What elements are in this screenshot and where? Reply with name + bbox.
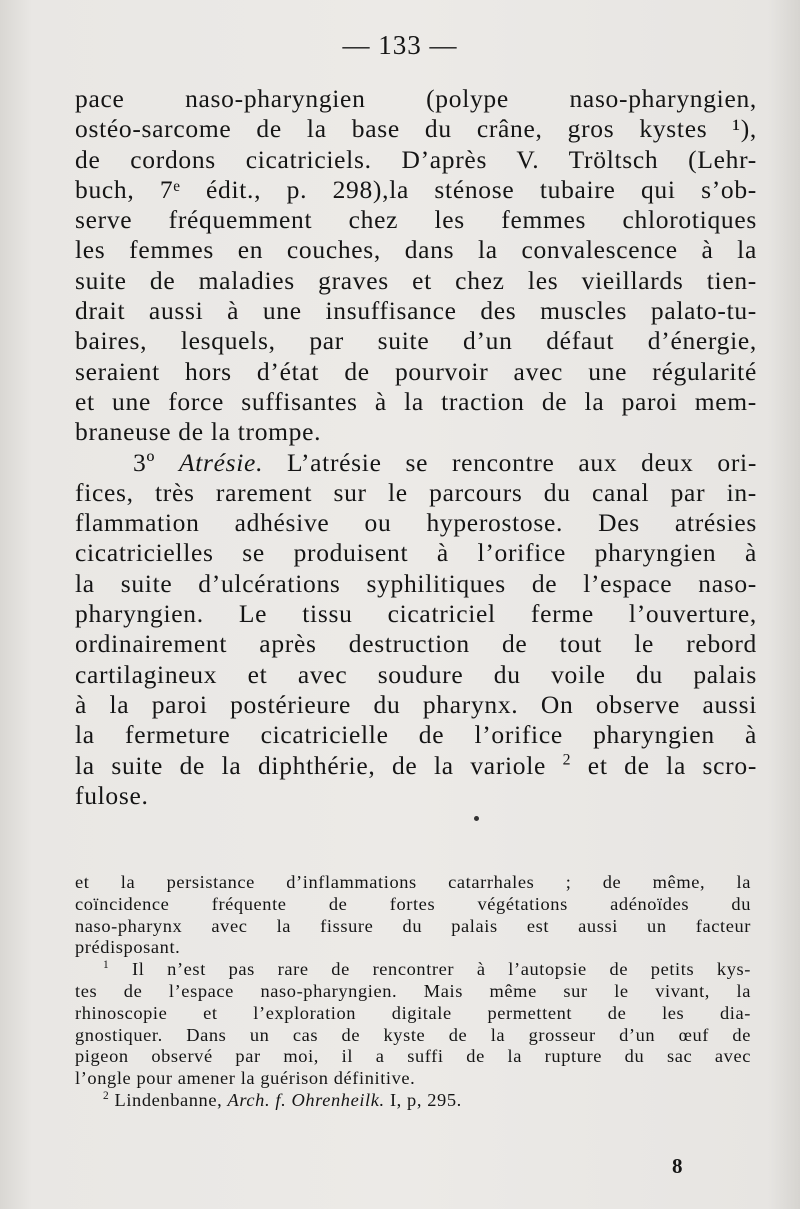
footnote-line: rhinoscopie et l’exploration digitale permettent de les dia-	[75, 1002, 751, 1023]
text-line: à la paroi postérieure du pharynx. On observe aussi	[75, 689, 757, 719]
text-line: seraient hors d’état de pourvoir avec une régularité	[75, 356, 757, 386]
footnote-line: gnostiquer. Dans un cas de kyste de la grosseur d’un œuf de	[75, 1024, 751, 1045]
footnote-line: prédisposant.	[75, 937, 181, 958]
main-text	[75, 84, 757, 811]
section-title: Atrésie.	[178, 447, 264, 477]
text-span: et de la scro-	[587, 750, 758, 780]
text-line: fices, très rarement sur le parcours du canal par in-	[75, 477, 757, 507]
text-line: cartilagineux et avec soudure du voile du palais	[75, 659, 757, 689]
footnote-line: pigeon observé par moi, il a suffi de la rupture du sac avec	[75, 1046, 751, 1067]
section-number: 3º	[133, 447, 156, 477]
text-line: et une force suffisantes à la traction de la paroi mem-	[75, 386, 757, 416]
text-line: serve fréquemment chez les femmes chlorotiques	[75, 205, 757, 235]
footnote-line: tes de l’espace naso-pharyngien. Mais même sur le vivant, la	[75, 980, 751, 1001]
footnote-marker: 1	[103, 959, 110, 972]
footnote-2-line	[75, 1090, 751, 1112]
text-line: la suite d’ulcérations syphilitiques de l’espace naso-	[75, 568, 757, 598]
text-line: cicatricielles se produisent à l’orifice pharyngien à	[75, 538, 757, 568]
footnote-line: coïncidence fréquente de fortes végétations adénoïdes du	[75, 893, 751, 914]
text-span: L’atrésie se rencontre aux deux ori-	[287, 447, 758, 477]
footnote-line: et la persistance d’inflammations catarrhales ; de même, la	[75, 872, 751, 892]
text-line: pharyngien. Le tissu cicatriciel ferme l’ouverture,	[75, 599, 757, 629]
footnote-reference: 2	[562, 751, 572, 769]
footnote-1-first-line	[75, 959, 751, 981]
text-span: Il n’est pas rare de rencontrer à l’autopsie de petits kys-	[132, 959, 752, 980]
text-line: pace naso-pharyngien (polype naso-pharyngien,	[75, 84, 757, 113]
text-line: braneuse de la trompe.	[75, 417, 322, 447]
paragraph-heading-line	[75, 448, 757, 478]
text-line: la fermeture cicatricielle de l’orifice pharyngien à	[75, 720, 757, 750]
text-line: ordinairement après destruction de tout le rebord	[75, 629, 757, 659]
text-line-with-reference	[75, 751, 757, 781]
text-line: suite de maladies graves et chez les vieillards tien-	[75, 265, 757, 295]
text-span: la suite de la diphthérie, de la variole	[75, 750, 547, 780]
footnote-line: naso-pharynx avec la fissure du palais est aussi un facteur	[75, 915, 751, 936]
page-number: — 133 —	[342, 30, 458, 60]
text-line: drait aussi à une insuffisance des muscles palato-tu-	[75, 296, 757, 326]
text-line: baires, lesquels, par suite d’un défaut d’énergie,	[75, 326, 757, 356]
footnote-line: l’ongle pour amener la guérison définitive.	[75, 1068, 416, 1089]
print-speck	[474, 816, 479, 821]
text-line: buch, 7ᵉ édit., p. 298),la sténose tubaire qui s’ob-	[75, 174, 757, 204]
citation-author: Lindenbanne,	[114, 1089, 223, 1110]
text-line: ostéo-sarcome de la base du crâne, gros kystes ¹),	[75, 114, 757, 144]
footnote-marker: 2	[103, 1089, 110, 1102]
text-line: fulose.	[75, 780, 149, 810]
text-line: flammation adhésive ou hyperostose. Des atrésies	[75, 508, 757, 538]
text-line: les femmes en couches, dans la convalescence à la	[75, 235, 757, 265]
citation-journal: Arch. f. Ohrenheilk.	[227, 1089, 385, 1110]
footnotes	[75, 872, 751, 1112]
signature-mark: 8	[672, 1154, 683, 1178]
text-line: de cordons cicatriciels. D’après V. Tröltsch (Lehr-	[75, 144, 757, 174]
citation-reference: I, p, 295.	[389, 1089, 462, 1110]
